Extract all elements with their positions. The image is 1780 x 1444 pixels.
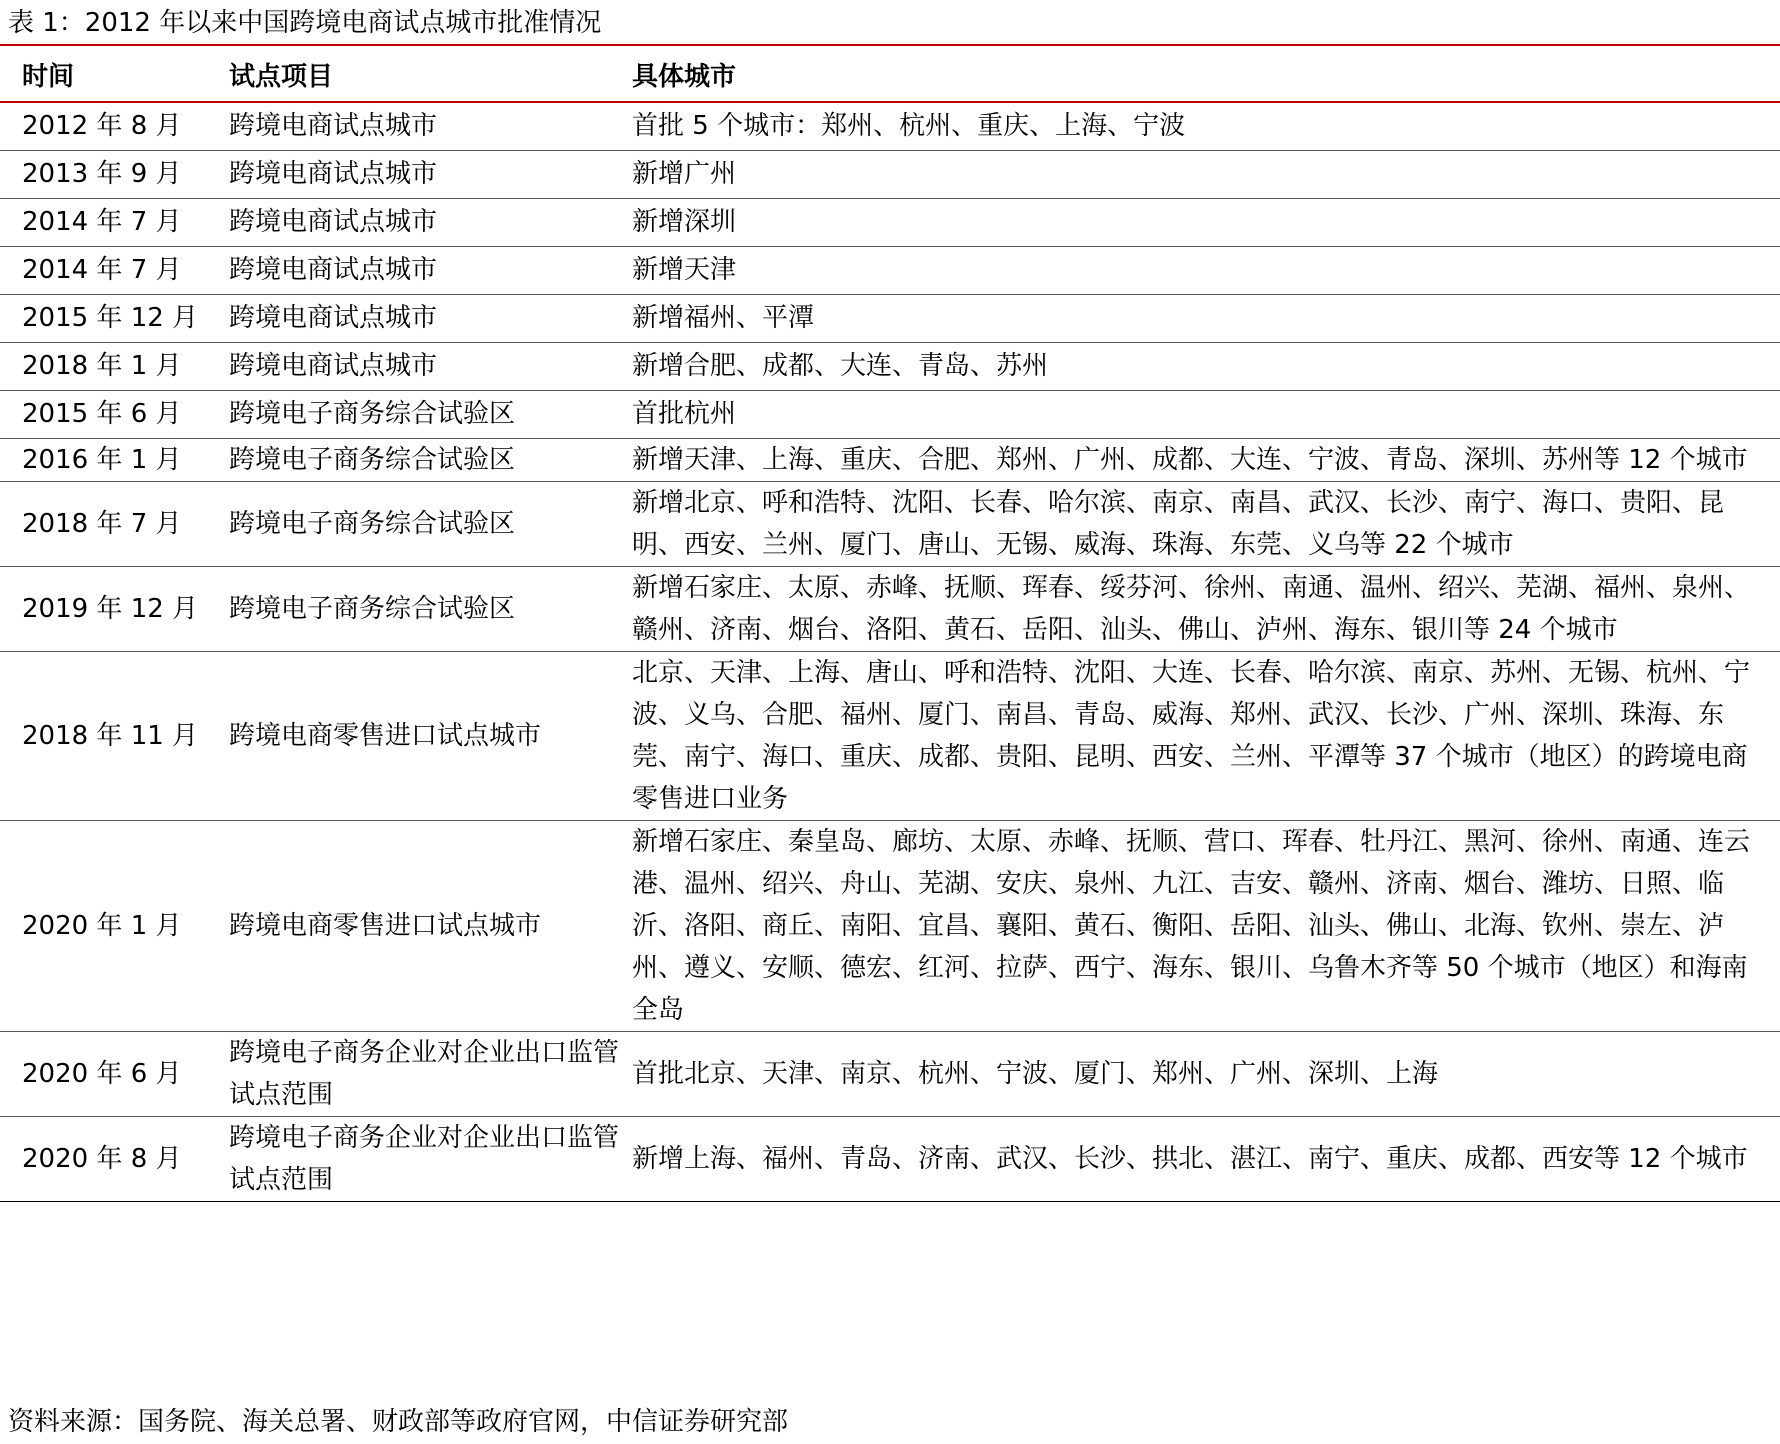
cell-cities: 新增广州 bbox=[630, 150, 1780, 198]
cell-time: 2018 年 11 月 bbox=[0, 651, 225, 820]
cell-cities: 北京、天津、上海、唐山、呼和浩特、沈阳、大连、长春、哈尔滨、南京、苏州、无锡、杭州、宁波、义乌、合肥、福州、厦门、南昌、青岛、威海、郑州、武汉、长沙、广州、深圳、珠海、东莞、南宁、海口、重庆、成都、贵阳、昆明、西安、兰州、平潭等 37 个城市（地区）的跨境电商零售进口业务 bbox=[630, 651, 1780, 820]
cell-cities: 新增上海、福州、青岛、济南、武汉、长沙、拱北、湛江、南宁、重庆、成都、西安等 12 个城市 bbox=[630, 1116, 1780, 1201]
table-row bbox=[0, 342, 1780, 390]
header-project: 试点项目 bbox=[225, 53, 630, 102]
cell-project: 跨境电商试点城市 bbox=[225, 150, 630, 198]
table-row bbox=[0, 198, 1780, 246]
header-cities: 具体城市 bbox=[630, 53, 1780, 102]
cell-cities: 新增石家庄、秦皇岛、廊坊、太原、赤峰、抚顺、营口、珲春、牡丹江、黑河、徐州、南通、连云港、温州、绍兴、舟山、芜湖、安庆、泉州、九江、吉安、赣州、济南、烟台、潍坊、日照、临沂、洛阳、商丘、南阳、宜昌、襄阳、黄石、衡阳、岳阳、汕头、佛山、北海、钦州、崇左、泸州、遵义、安顺、德宏、红河、拉萨、西宁、海东、银川、乌鲁木齐等 50 个城市（地区）和海南全岛 bbox=[630, 820, 1780, 1031]
cell-time: 2014 年 7 月 bbox=[0, 198, 225, 246]
cell-cities: 首批北京、天津、南京、杭州、宁波、厦门、郑州、广州、深圳、上海 bbox=[630, 1031, 1780, 1116]
cell-time: 2020 年 8 月 bbox=[0, 1116, 225, 1201]
table-row bbox=[0, 566, 1780, 651]
header-time: 时间 bbox=[0, 53, 225, 102]
cell-project: 跨境电子商务综合试验区 bbox=[225, 566, 630, 651]
table-row bbox=[0, 102, 1780, 150]
cell-time: 2015 年 12 月 bbox=[0, 294, 225, 342]
table-row bbox=[0, 246, 1780, 294]
cell-project: 跨境电子商务综合试验区 bbox=[225, 390, 630, 438]
cell-cities: 新增合肥、成都、大连、青岛、苏州 bbox=[630, 342, 1780, 390]
cell-project: 跨境电子商务企业对企业出口监管试点范围 bbox=[225, 1116, 630, 1201]
cell-project: 跨境电子商务综合试验区 bbox=[225, 438, 630, 481]
cell-time: 2012 年 8 月 bbox=[0, 102, 225, 150]
cell-project: 跨境电商试点城市 bbox=[225, 198, 630, 246]
cell-cities: 首批 5 个城市：郑州、杭州、重庆、上海、宁波 bbox=[630, 102, 1780, 150]
cell-project: 跨境电商试点城市 bbox=[225, 102, 630, 150]
cell-cities: 新增福州、平潭 bbox=[630, 294, 1780, 342]
cell-project: 跨境电商试点城市 bbox=[225, 246, 630, 294]
cell-time: 2014 年 7 月 bbox=[0, 246, 225, 294]
cell-cities: 首批杭州 bbox=[630, 390, 1780, 438]
cell-project: 跨境电子商务综合试验区 bbox=[225, 481, 630, 566]
table-row bbox=[0, 294, 1780, 342]
table-row bbox=[0, 390, 1780, 438]
cell-cities: 新增石家庄、太原、赤峰、抚顺、珲春、绥芬河、徐州、南通、温州、绍兴、芜湖、福州、泉州、赣州、济南、烟台、洛阳、黄石、岳阳、汕头、佛山、泸州、海东、银川等 24 个城市 bbox=[630, 566, 1780, 651]
cell-time: 2016 年 1 月 bbox=[0, 438, 225, 481]
table-row bbox=[0, 1116, 1780, 1201]
table-row bbox=[0, 1031, 1780, 1116]
header-row bbox=[0, 53, 1780, 102]
table-caption: 表 1：2012 年以来中国跨境电商试点城市批准情况 bbox=[8, 8, 602, 38]
table-row bbox=[0, 438, 1780, 481]
cell-time: 2019 年 12 月 bbox=[0, 566, 225, 651]
cell-time: 2018 年 7 月 bbox=[0, 481, 225, 566]
cell-project: 跨境电商零售进口试点城市 bbox=[225, 820, 630, 1031]
table-row bbox=[0, 481, 1780, 566]
cell-time: 2015 年 6 月 bbox=[0, 390, 225, 438]
cell-time: 2020 年 1 月 bbox=[0, 820, 225, 1031]
table-row bbox=[0, 150, 1780, 198]
cell-cities: 新增深圳 bbox=[630, 198, 1780, 246]
cell-cities: 新增北京、呼和浩特、沈阳、长春、哈尔滨、南京、南昌、武汉、长沙、南宁、海口、贵阳、昆明、西安、兰州、厦门、唐山、无锡、威海、珠海、东莞、义乌等 22 个城市 bbox=[630, 481, 1780, 566]
cell-project: 跨境电商零售进口试点城市 bbox=[225, 651, 630, 820]
source-note: 资料来源：国务院、海关总署、财政部等政府官网，中信证券研究部 bbox=[8, 1407, 789, 1437]
table-row bbox=[0, 651, 1780, 820]
cell-time: 2020 年 6 月 bbox=[0, 1031, 225, 1116]
cell-cities: 新增天津、上海、重庆、合肥、郑州、广州、成都、大连、宁波、青岛、深圳、苏州等 12 个城市 bbox=[630, 438, 1780, 481]
caption-rule bbox=[0, 44, 1780, 46]
cell-project: 跨境电子商务企业对企业出口监管试点范围 bbox=[225, 1031, 630, 1116]
pilot-cities-table bbox=[0, 53, 1780, 1202]
cell-project: 跨境电商试点城市 bbox=[225, 342, 630, 390]
cell-time: 2013 年 9 月 bbox=[0, 150, 225, 198]
cell-cities: 新增天津 bbox=[630, 246, 1780, 294]
cell-project: 跨境电商试点城市 bbox=[225, 294, 630, 342]
table-row bbox=[0, 820, 1780, 1031]
cell-time: 2018 年 1 月 bbox=[0, 342, 225, 390]
